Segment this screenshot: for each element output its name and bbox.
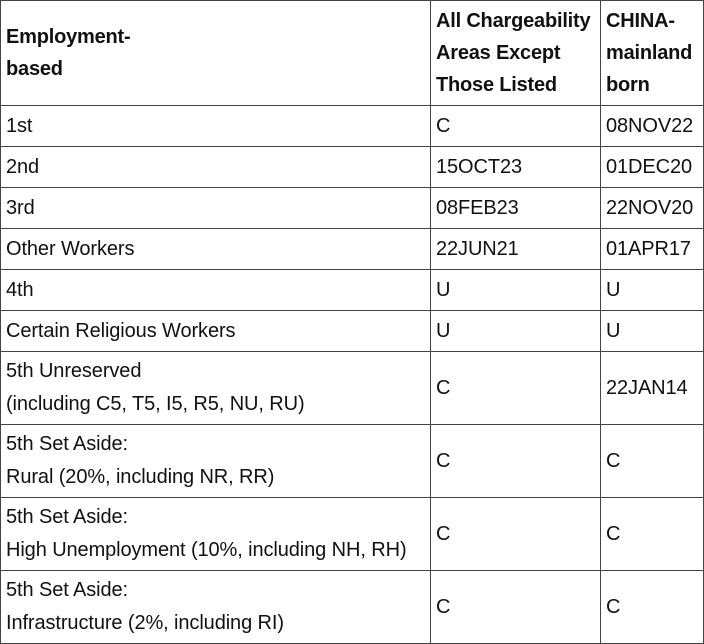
category-text: 5th Set Aside:	[6, 433, 129, 455]
header-row	[1, 1, 704, 106]
table-row	[1, 188, 704, 229]
table-row	[1, 229, 704, 270]
category-cell	[1, 188, 431, 229]
all-areas-cell: C	[431, 498, 601, 571]
category-cell	[1, 229, 431, 270]
table-row	[1, 147, 704, 188]
category-cell	[1, 106, 431, 147]
header-text: Areas Except	[436, 42, 561, 64]
header-text: All Chargeability	[436, 10, 591, 32]
all-areas-cell: 08FEB23	[431, 188, 601, 229]
all-areas-cell: C	[431, 352, 601, 425]
category-cell	[1, 147, 431, 188]
header-text: based	[6, 58, 63, 80]
china-cell: C	[601, 498, 704, 571]
header-employment-based	[1, 1, 431, 106]
china-cell: 08NOV22	[601, 106, 704, 147]
category-cell	[1, 311, 431, 352]
category-cell	[1, 270, 431, 311]
all-areas-cell: U	[431, 311, 601, 352]
china-cell: U	[601, 311, 704, 352]
header-china-mainland-born	[601, 1, 704, 106]
china-cell: U	[601, 270, 704, 311]
table-row	[1, 311, 704, 352]
category-subtext: Infrastructure (2%, including RI)	[6, 612, 284, 634]
category-text: 2nd	[6, 156, 40, 178]
china-cell: 22NOV20	[601, 188, 704, 229]
table-row	[1, 106, 704, 147]
china-cell: 22JAN14	[601, 352, 704, 425]
category-cell	[1, 571, 431, 644]
category-text: 1st	[6, 115, 33, 137]
category-subtext: High Unemployment (10%, including NH, RH)	[6, 539, 407, 561]
category-cell	[1, 498, 431, 571]
table-row	[1, 425, 704, 498]
all-areas-cell: U	[431, 270, 601, 311]
category-text: 4th	[6, 279, 34, 301]
header-all-chargeability	[431, 1, 601, 106]
china-cell: C	[601, 571, 704, 644]
category-text: 3rd	[6, 197, 35, 219]
all-areas-cell: C	[431, 106, 601, 147]
header-text: mainland	[606, 42, 693, 64]
category-text: 5th Unreserved	[6, 360, 142, 382]
all-areas-cell: C	[431, 571, 601, 644]
header-text: Employment-	[6, 26, 131, 48]
all-areas-cell: 22JUN21	[431, 229, 601, 270]
category-subtext: Rural (20%, including NR, RR)	[6, 466, 275, 488]
all-areas-cell: C	[431, 425, 601, 498]
header-text: Those Listed	[436, 74, 557, 96]
category-text: Other Workers	[6, 238, 135, 260]
china-cell: 01DEC20	[601, 147, 704, 188]
header-text: CHINA-	[606, 10, 675, 32]
all-areas-cell: 15OCT23	[431, 147, 601, 188]
category-cell	[1, 425, 431, 498]
category-subtext: (including C5, T5, I5, R5, NU, RU)	[6, 393, 305, 415]
category-text: 5th Set Aside:	[6, 579, 129, 601]
table-row	[1, 270, 704, 311]
category-text: 5th Set Aside:	[6, 506, 129, 528]
table-row	[1, 498, 704, 571]
category-cell	[1, 352, 431, 425]
header-text: born	[606, 74, 650, 96]
table-row	[1, 571, 704, 644]
category-text: Certain Religious Workers	[6, 320, 236, 342]
china-cell: 01APR17	[601, 229, 704, 270]
china-cell: C	[601, 425, 704, 498]
table-row	[1, 352, 704, 425]
